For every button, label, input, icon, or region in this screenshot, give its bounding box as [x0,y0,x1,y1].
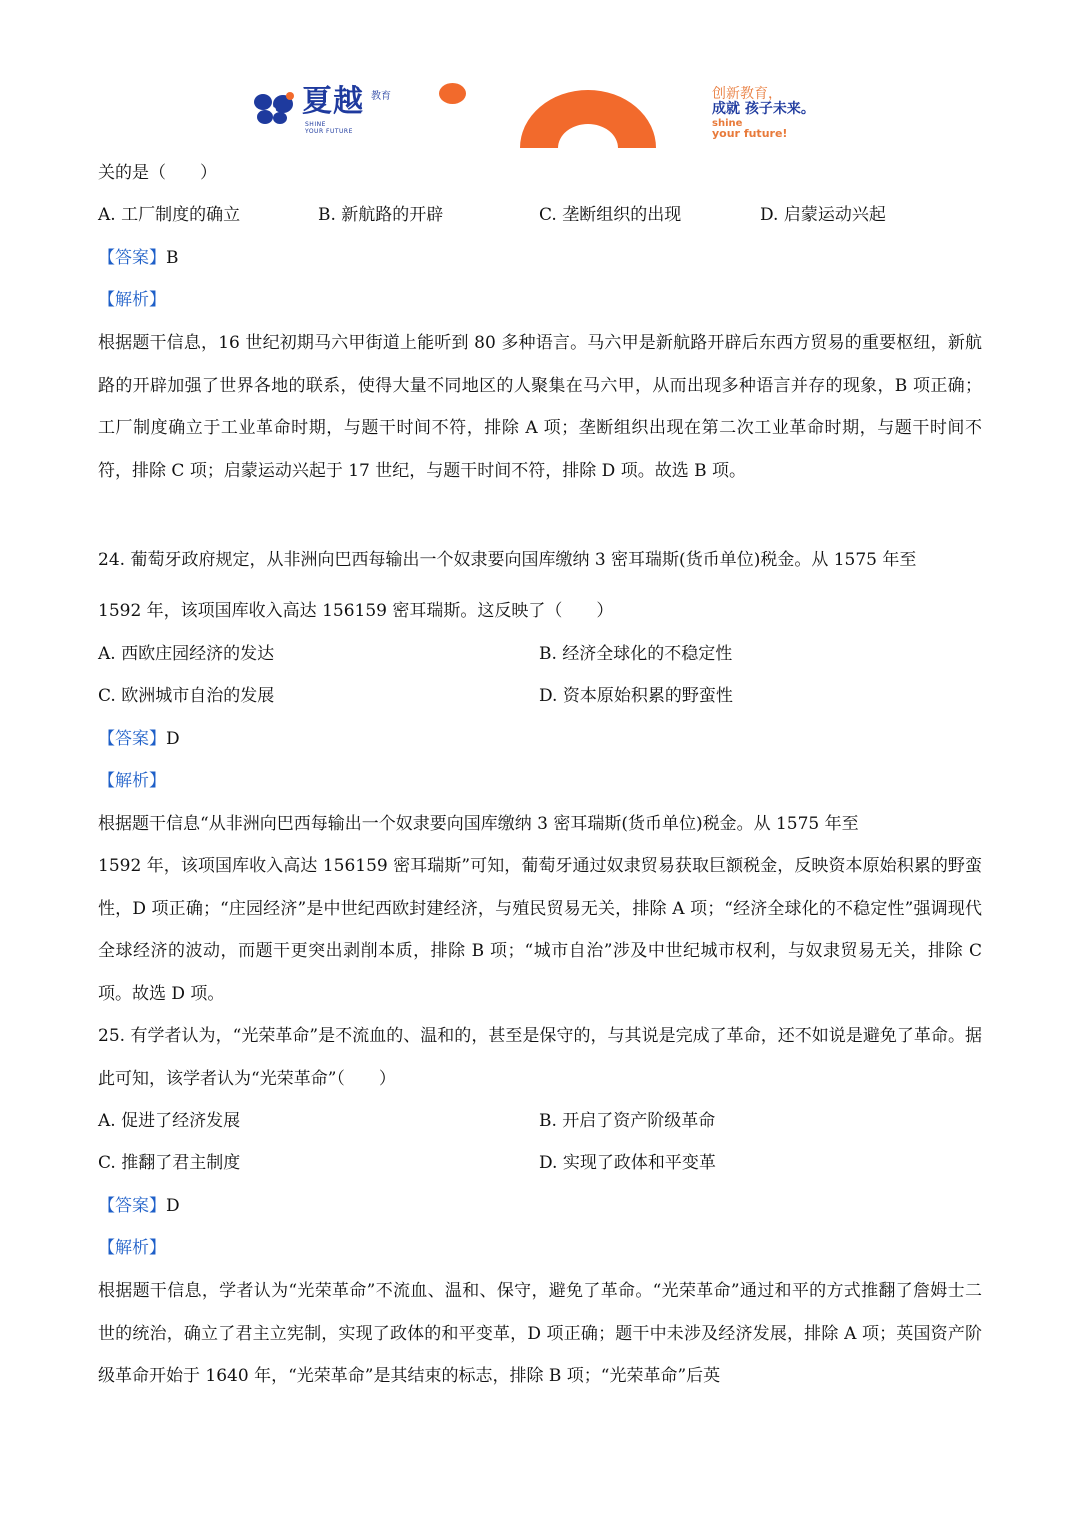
q25-option-c: C. 推翻了君主制度 [98,1153,241,1173]
slogan-line4: your future! [712,127,788,140]
q25-analysis: 根据题干信息，学者认为“光荣革命”不流血、温和、保守，避免了革命。“光荣革命”通过和平的方式推翻了詹姆士二世的统治，确立了君主立宪制，实现了政体的和平变革，D 项正确；题干中未涉及经济发展，排除 A 项；英国资产阶级革命开始于 1640 年，“光荣革命”是其结束的标志，排除 B 项；“光荣革命”后英 [98,1281,982,1386]
brand-name: 夏越 [302,84,364,119]
q23-option-d: D. 启蒙运动兴起 [760,205,886,225]
q25-option-a: A. 促进了经济发展 [98,1111,241,1131]
q24-option-b: B. 经济全球化的不稳定性 [539,644,733,664]
q24-stem-line2: 1592 年，该项国库收入高达 156159 密耳瑞斯。这反映了（ ） [98,601,614,621]
orange-arch-icon [518,88,658,148]
q23-analysis: 根据题干信息，16 世纪初期马六甲街道上能听到 80 多种语言。马六甲是新航路开辟后东西方贸易的重要枢纽，新航路的开辟加强了世界各地的联系，使得大量不同地区的人聚集在马六甲，从而出现多种语言并存的现象，B 项正确；工厂制度确立于工业革命时期，与题干时间不符，排除 A 项；垄断组织出现在第二次工业革命时期，与题干时间不符，排除 C 项；启蒙运动兴起于 17 世纪，与题干时间不符，排除 D 项。故选 B 项。 [98,333,982,481]
q25-option-b: B. 开启了资产阶级革命 [539,1111,716,1131]
brand-subtitle: 教育 [371,91,391,102]
q23-analysis-tag: 【解析】 [98,290,166,310]
page-header [0,0,1080,155]
q23-answer [98,246,179,270]
slogan-line2: 成就 孩子未来。 [712,101,815,117]
answer-tag: 【答案】 [98,729,166,749]
q24-option-d: D. 资本原始积累的野蛮性 [539,686,733,706]
q25-answer [98,1194,180,1218]
brand-english [305,121,353,135]
q25-option-d: D. 实现了政体和平变革 [539,1153,716,1173]
answer-tag: 【答案】 [98,248,166,268]
answer-value: B [166,248,179,268]
q24-answer [98,727,180,751]
q23-option-b: B. 新航路的开辟 [318,205,444,225]
q25-stem: 25. 有学者认为，“光荣革命”是不流血的、温和的，甚至是保守的，与其说是完成了革命，还不如说是避免了革命。据此可知，该学者认为“光荣革命”（ ） [98,1026,982,1089]
q23-stem-tail: 关的是（ ） [98,163,217,183]
q24-analysis-tag: 【解析】 [98,771,166,791]
q23-option-c: C. 垄断组织的出现 [539,205,682,225]
q24-option-a: A. 西欧庄园经济的发达 [98,644,275,664]
slogan-line1: 创新教育， [712,86,782,102]
answer-tag: 【答案】 [98,1196,166,1216]
brand-english-line1: SHINE [305,121,326,128]
orange-dot-icon [438,82,467,105]
slogan-line3: shine [712,118,743,129]
q24-stem-line1: 24. 葡萄牙政府规定，从非洲向巴西每输出一个奴隶要向国库缴纳 3 密耳瑞斯(货币单位)税金。从 1575 年至 [98,550,917,570]
q24-option-c: C. 欧洲城市自治的发展 [98,686,275,706]
q25-analysis-tag: 【解析】 [98,1238,166,1258]
butterfly-logo-icon [253,92,297,126]
answer-value: D [166,729,180,749]
brand-english-line2: YOUR FUTURE [305,128,353,135]
q24-analysis-rest: 1592 年，该项国库收入高达 156159 密耳瑞斯”可知，葡萄牙通过奴隶贸易获取巨额税金，反映资本原始积累的野蛮性，D 项正确；“庄园经济”是中世纪西欧封建经济，与殖民贸易无关，排除 A 项；“经济全球化的不稳定性”强调现代全球经济的波动，而题干更突出剥削本质，排除 B 项；“城市自治”涉及中世纪城市权利，与奴隶贸易无关，排除 C 项。故选 D 项。 [98,856,982,1004]
q23-option-a: A. 工厂制度的确立 [98,205,241,225]
answer-value: D [166,1196,180,1216]
q24-analysis-line1: 根据题干信息“从非洲向巴西每输出一个奴隶要向国库缴纳 3 密耳瑞斯(货币单位)税金。从 1575 年至 [98,814,859,834]
